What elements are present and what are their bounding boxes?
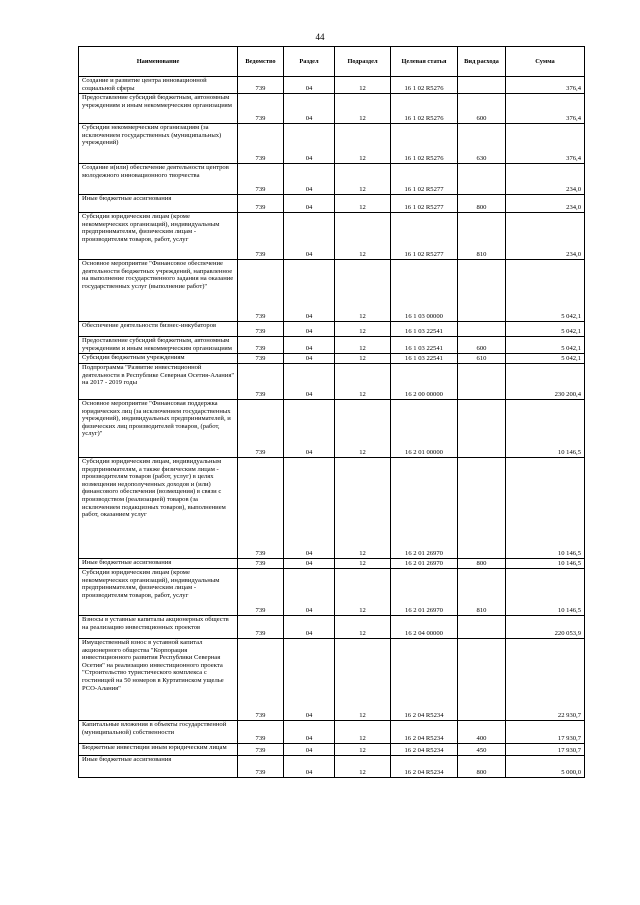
cell-csr: 16 1 03 22541 bbox=[391, 322, 458, 337]
cell-podrazdel: 12 bbox=[335, 94, 391, 124]
cell-csr: 16 2 04 R5234 bbox=[391, 721, 458, 744]
table-header-row bbox=[79, 47, 585, 77]
cell-name: Обеспечение деятельности бизнес-инкубаторов bbox=[79, 322, 238, 337]
cell-podrazdel: 12 bbox=[335, 756, 391, 778]
cell-csr: 16 1 02 R5277 bbox=[391, 164, 458, 195]
table-row bbox=[79, 744, 585, 756]
cell-csr: 16 2 04 R5234 bbox=[391, 639, 458, 721]
cell-podrazdel: 12 bbox=[335, 77, 391, 94]
table-row bbox=[79, 756, 585, 778]
cell-sum: 5 000,0 bbox=[506, 756, 585, 778]
cell-razdel: 04 bbox=[284, 124, 335, 164]
cell-razdel: 04 bbox=[284, 260, 335, 322]
header-ved: Ведомство bbox=[238, 47, 284, 77]
cell-sum: 234,0 bbox=[506, 195, 585, 213]
cell-name: Взносы в уставные капиталы акционерных обществ на реализацию инвестиционных проектов bbox=[79, 616, 238, 639]
cell-razdel: 04 bbox=[284, 400, 335, 458]
cell-csr: 16 2 01 00000 bbox=[391, 400, 458, 458]
cell-name: Субсидии бюджетным учреждениям bbox=[79, 354, 238, 364]
budget-table bbox=[78, 46, 585, 778]
table-row bbox=[79, 77, 585, 94]
cell-razdel: 04 bbox=[284, 559, 335, 569]
cell-vr bbox=[458, 400, 506, 458]
cell-razdel: 04 bbox=[284, 721, 335, 744]
cell-vr: 610 bbox=[458, 354, 506, 364]
cell-sum: 17 930,7 bbox=[506, 744, 585, 756]
cell-ved: 739 bbox=[238, 124, 284, 164]
cell-vr: 810 bbox=[458, 569, 506, 616]
cell-name: Иные бюджетные ассигнования bbox=[79, 195, 238, 213]
cell-razdel: 04 bbox=[284, 458, 335, 559]
cell-podrazdel: 12 bbox=[335, 195, 391, 213]
cell-vr: 450 bbox=[458, 744, 506, 756]
table-row bbox=[79, 458, 585, 559]
cell-sum: 22 930,7 bbox=[506, 639, 585, 721]
cell-csr: 16 2 01 26970 bbox=[391, 458, 458, 559]
cell-csr: 16 1 02 R5277 bbox=[391, 195, 458, 213]
cell-ved: 739 bbox=[238, 354, 284, 364]
cell-razdel: 04 bbox=[284, 77, 335, 94]
cell-csr: 16 2 01 26970 bbox=[391, 559, 458, 569]
cell-podrazdel: 12 bbox=[335, 260, 391, 322]
table-row bbox=[79, 94, 585, 124]
cell-podrazdel: 12 bbox=[335, 639, 391, 721]
cell-csr: 16 1 03 22541 bbox=[391, 354, 458, 364]
cell-sum: 220 053,9 bbox=[506, 616, 585, 639]
cell-vr: 400 bbox=[458, 721, 506, 744]
cell-sum: 5 042,1 bbox=[506, 322, 585, 337]
cell-vr bbox=[458, 458, 506, 559]
cell-ved: 739 bbox=[238, 639, 284, 721]
cell-razdel: 04 bbox=[284, 213, 335, 260]
table-row bbox=[79, 354, 585, 364]
cell-vr: 600 bbox=[458, 94, 506, 124]
cell-sum: 10 146,5 bbox=[506, 569, 585, 616]
cell-sum: 5 042,1 bbox=[506, 354, 585, 364]
cell-vr: 630 bbox=[458, 124, 506, 164]
cell-podrazdel: 12 bbox=[335, 364, 391, 400]
cell-name: Иные бюджетные ассигнования bbox=[79, 559, 238, 569]
table-row bbox=[79, 260, 585, 322]
cell-name: Бюджетные инвестиции иным юридическим лицам bbox=[79, 744, 238, 756]
cell-vr: 800 bbox=[458, 559, 506, 569]
table-row bbox=[79, 616, 585, 639]
cell-sum: 234,0 bbox=[506, 213, 585, 260]
cell-name: Капитальные вложения в объекты государственной (муниципальной) собственности bbox=[79, 721, 238, 744]
cell-ved: 739 bbox=[238, 400, 284, 458]
cell-csr: 16 1 02 R5277 bbox=[391, 213, 458, 260]
header-name: Наименование bbox=[79, 47, 238, 77]
cell-sum: 376,4 bbox=[506, 94, 585, 124]
cell-name: Основное мероприятие "Финансовая поддержка юридических лиц (за исключением государственных учреждений), индивидуальных предпринимателей, и физических лиц производителей товаров, (работ, услуг)" bbox=[79, 400, 238, 458]
cell-csr: 16 2 04 R5234 bbox=[391, 744, 458, 756]
cell-csr: 16 2 01 26970 bbox=[391, 569, 458, 616]
cell-name: Создание и(или) обеспечение деятельности центров молодежного инновационного творчества bbox=[79, 164, 238, 195]
cell-vr bbox=[458, 639, 506, 721]
cell-sum: 5 042,1 bbox=[506, 260, 585, 322]
header-sum: Сумма bbox=[506, 47, 585, 77]
table-row bbox=[79, 322, 585, 337]
cell-ved: 739 bbox=[238, 616, 284, 639]
table-row bbox=[79, 569, 585, 616]
cell-sum: 5 042,1 bbox=[506, 337, 585, 354]
cell-podrazdel: 12 bbox=[335, 322, 391, 337]
cell-podrazdel: 12 bbox=[335, 354, 391, 364]
page-number: 44 bbox=[315, 32, 325, 42]
cell-vr bbox=[458, 322, 506, 337]
cell-name: Субсидии юридическим лицам, индивидуальным предпринимателям, а также физическим лицам - производителям товаров (работ, услуг) в целях возмещения недополученных доходов и (или) финансового обеспечения (возмещения) в связи с производством (реализацией) товаров (за исключением подакцизных товаров), выполнением работ, оказанием услуг bbox=[79, 458, 238, 559]
cell-ved: 739 bbox=[238, 260, 284, 322]
cell-ved: 739 bbox=[238, 364, 284, 400]
cell-ved: 739 bbox=[238, 756, 284, 778]
header-podrazdel: Подраздел bbox=[335, 47, 391, 77]
cell-vr bbox=[458, 77, 506, 94]
cell-ved: 739 bbox=[238, 195, 284, 213]
cell-razdel: 04 bbox=[284, 569, 335, 616]
table-row bbox=[79, 364, 585, 400]
cell-name: Предоставление субсидий бюджетным, автономным учреждениям и иным некоммерческим организациям bbox=[79, 337, 238, 354]
cell-razdel: 04 bbox=[284, 195, 335, 213]
cell-sum: 230 200,4 bbox=[506, 364, 585, 400]
cell-name: Иные бюджетные ассигнования bbox=[79, 756, 238, 778]
cell-csr: 16 1 02 R5276 bbox=[391, 124, 458, 164]
cell-razdel: 04 bbox=[284, 639, 335, 721]
cell-podrazdel: 12 bbox=[335, 458, 391, 559]
header-vr: Вид расхода bbox=[458, 47, 506, 77]
cell-csr: 16 2 04 00000 bbox=[391, 616, 458, 639]
cell-razdel: 04 bbox=[284, 756, 335, 778]
cell-ved: 739 bbox=[238, 322, 284, 337]
cell-name: Субсидии юридическим лицам (кроме некоммерческих организаций), индивидуальным предпринимателям, физическим лицам - производителям товаров, работ, услуг bbox=[79, 569, 238, 616]
cell-vr bbox=[458, 260, 506, 322]
cell-sum: 17 930,7 bbox=[506, 721, 585, 744]
cell-razdel: 04 bbox=[284, 744, 335, 756]
cell-podrazdel: 12 bbox=[335, 213, 391, 260]
cell-razdel: 04 bbox=[284, 337, 335, 354]
cell-name: Субсидии юридическим лицам (кроме некоммерческих организаций), индивидуальным предпринимателям, физическим лицам - производителям товаров, работ, услуг bbox=[79, 213, 238, 260]
cell-csr: 16 1 02 R5276 bbox=[391, 94, 458, 124]
cell-vr: 800 bbox=[458, 756, 506, 778]
cell-ved: 739 bbox=[238, 721, 284, 744]
cell-sum: 10 146,5 bbox=[506, 559, 585, 569]
cell-vr bbox=[458, 164, 506, 195]
cell-csr: 16 1 03 22541 bbox=[391, 337, 458, 354]
cell-sum: 376,4 bbox=[506, 124, 585, 164]
cell-podrazdel: 12 bbox=[335, 337, 391, 354]
cell-sum: 376,4 bbox=[506, 77, 585, 94]
cell-vr bbox=[458, 364, 506, 400]
cell-ved: 739 bbox=[238, 458, 284, 559]
table-row bbox=[79, 213, 585, 260]
cell-name: Создание и развитие центра инновационной социальной сферы bbox=[79, 77, 238, 94]
table-row bbox=[79, 337, 585, 354]
cell-name: Подпрограмма "Развитие инвестиционной деятельности в Республике Северная Осетия-Алания" на 2017 - 2019 годы bbox=[79, 364, 238, 400]
cell-csr: 16 2 00 00000 bbox=[391, 364, 458, 400]
table-row bbox=[79, 559, 585, 569]
cell-ved: 739 bbox=[238, 559, 284, 569]
cell-sum: 234,0 bbox=[506, 164, 585, 195]
cell-razdel: 04 bbox=[284, 164, 335, 195]
cell-razdel: 04 bbox=[284, 354, 335, 364]
cell-razdel: 04 bbox=[284, 94, 335, 124]
cell-ved: 739 bbox=[238, 569, 284, 616]
cell-name: Предоставление субсидий бюджетным, автономным учреждениям и иным некоммерческим организациям bbox=[79, 94, 238, 124]
cell-vr: 800 bbox=[458, 195, 506, 213]
cell-name: Имущественный взнос в уставной капитал акционерного общества "Корпорация инвестиционного развития Республики Северная Осетия" на реализацию инвестиционного проекта "Строительство туристического комплекса с гостиницей на 50 номеров в Куртатинском ущелье РСО-Алания" bbox=[79, 639, 238, 721]
cell-csr: 16 2 04 R5234 bbox=[391, 756, 458, 778]
cell-razdel: 04 bbox=[284, 616, 335, 639]
header-razdel: Раздел bbox=[284, 47, 335, 77]
header-csr: Целевая статья bbox=[391, 47, 458, 77]
cell-vr bbox=[458, 616, 506, 639]
cell-podrazdel: 12 bbox=[335, 124, 391, 164]
cell-ved: 739 bbox=[238, 164, 284, 195]
cell-name: Субсидии некоммерческим организациям (за исключением государственных (муниципальных) учреждений) bbox=[79, 124, 238, 164]
cell-ved: 739 bbox=[238, 744, 284, 756]
table-row bbox=[79, 721, 585, 744]
cell-vr: 600 bbox=[458, 337, 506, 354]
table-row bbox=[79, 124, 585, 164]
cell-ved: 739 bbox=[238, 77, 284, 94]
cell-razdel: 04 bbox=[284, 364, 335, 400]
cell-podrazdel: 12 bbox=[335, 400, 391, 458]
cell-podrazdel: 12 bbox=[335, 164, 391, 195]
cell-vr: 810 bbox=[458, 213, 506, 260]
table-row bbox=[79, 639, 585, 721]
cell-sum: 10 146,5 bbox=[506, 458, 585, 559]
cell-csr: 16 1 02 R5276 bbox=[391, 77, 458, 94]
table-row bbox=[79, 164, 585, 195]
cell-csr: 16 1 03 00000 bbox=[391, 260, 458, 322]
cell-sum: 10 146,5 bbox=[506, 400, 585, 458]
cell-name: Основное мероприятие "Финансовое обеспечение деятельности бюджетных учреждений, направленное на выполнение государственного задания на оказание государственных услуг (выполнение работ)" bbox=[79, 260, 238, 322]
cell-ved: 739 bbox=[238, 94, 284, 124]
cell-podrazdel: 12 bbox=[335, 559, 391, 569]
cell-podrazdel: 12 bbox=[335, 721, 391, 744]
cell-podrazdel: 12 bbox=[335, 616, 391, 639]
cell-podrazdel: 12 bbox=[335, 569, 391, 616]
table-row bbox=[79, 400, 585, 458]
table-row bbox=[79, 195, 585, 213]
cell-podrazdel: 12 bbox=[335, 744, 391, 756]
cell-ved: 739 bbox=[238, 337, 284, 354]
cell-razdel: 04 bbox=[284, 322, 335, 337]
cell-ved: 739 bbox=[238, 213, 284, 260]
